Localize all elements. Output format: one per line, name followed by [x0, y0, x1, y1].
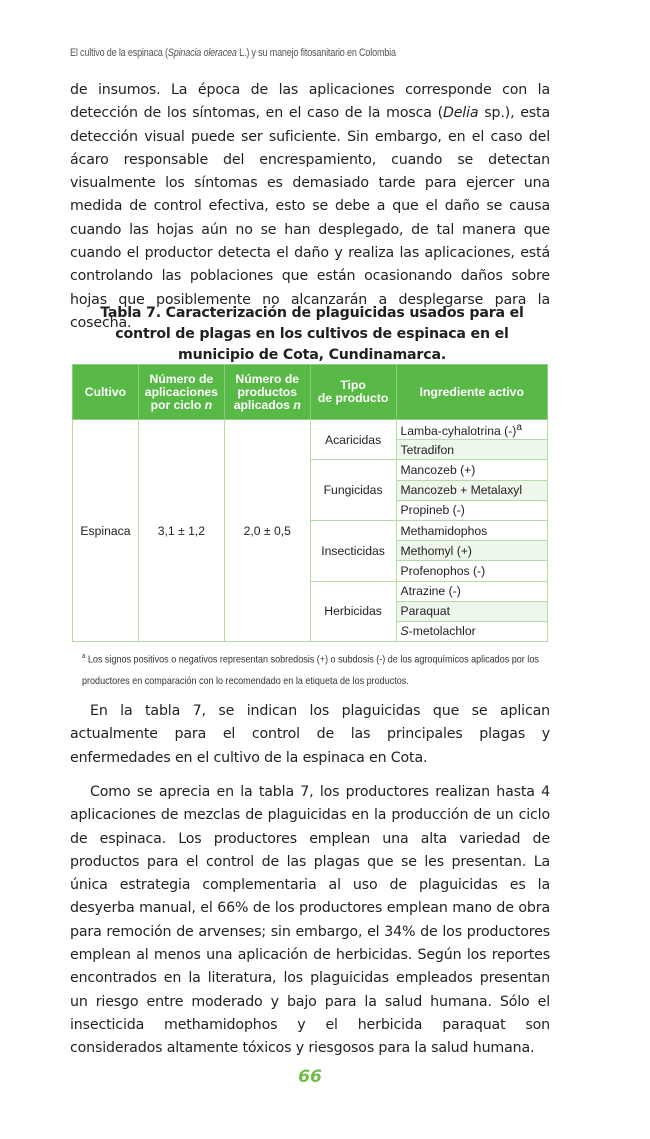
paragraph-1-text-a: de insumos. La época de las aplicaciones corresponde con la detección de los síntomas, en el caso de la mosca (	[70, 82, 550, 122]
cell-type-fungicidas: Fungicidas	[310, 460, 396, 521]
running-header	[70, 47, 396, 59]
ingredient-text: Lamba-cyhalotrina (-)	[400, 424, 517, 439]
footnote-text-1: Los signos positivos o negativos representan sobredosis (+) o subdosis (-) de los agroquímicos aplicados por los	[85, 653, 539, 666]
cell-ingredient: Propineb (-)	[396, 500, 548, 520]
table-caption: Tabla 7. Caracterización de plaguicidas usados para el control de plagas en los cultivos de espinaca en el municipio de Cota, Cundinamarca.	[100, 305, 524, 363]
cell-type-insecticidas: Insecticidas	[310, 520, 396, 581]
table-header-row	[73, 365, 548, 420]
header-aplicaciones-l1: Número de	[149, 371, 214, 386]
paragraph-1	[70, 79, 550, 335]
header-ingrediente: Ingrediente activo	[396, 365, 548, 420]
running-header-prefix: El cultivo de la espinaca (	[70, 47, 168, 59]
cell-ingredient: Atrazine (-)	[396, 581, 548, 601]
header-cultivo: Cultivo	[73, 365, 139, 420]
cell-ingredient: Paraquat	[396, 601, 548, 621]
cell-ingredient	[396, 420, 548, 440]
header-aplicaciones	[138, 365, 224, 420]
cell-ingredient: Methamidophos	[396, 520, 548, 540]
header-productos-n: n	[293, 397, 301, 412]
cell-ingredient	[396, 621, 548, 641]
running-header-species: Spinacia oleracea	[167, 47, 237, 59]
table-footnote-line-2: productores en comparación con lo recomendado en la etiqueta de los productos.	[82, 675, 409, 687]
page-number: 66	[298, 1067, 322, 1087]
cell-type-herbicidas: Herbicidas	[310, 581, 396, 642]
cell-crop: Espinaca	[73, 420, 139, 642]
paragraph-2	[70, 700, 550, 770]
cell-ingredient: Methomyl (+)	[396, 541, 548, 561]
cell-applications: 3,1 ± 1,2	[138, 420, 224, 642]
header-tipo-l1: Tipo	[340, 378, 366, 392]
s-prefix: S	[400, 624, 409, 639]
running-header-suffix: L.) y su manejo fitosanitario en Colombia	[236, 47, 396, 59]
header-aplicaciones-l2: aplicaciones	[144, 384, 218, 399]
pesticide-table	[72, 364, 548, 642]
header-productos-l1: Número de	[235, 371, 300, 386]
header-aplicaciones-l3: por ciclo	[150, 397, 202, 412]
cell-ingredient: Mancozeb (+)	[396, 460, 548, 480]
paragraph-1-italic: Delia	[442, 105, 479, 122]
paragraph-3-text: Como se aprecia en la tabla 7, los productores realizan hasta 4 aplicaciones de mezclas de plaguicidas en la producción de un ciclo de espinaca. Los productores emplean una alta variedad de productos para el control de las plagas que se les presentan. La única estrategia complementaria al uso de plaguicidas es la desyerba manual, el 66% de los productores emplean mano de obra para remoción de arvenses; sin embargo, el 34% de los productores emplean al menos una aplicación de herbicidas. Según los reportes encontrados en la literatura, los plaguicidas empleados presentan un riesgo entre moderado y bajo para la salud humana. Sólo el insecticida methamidophos y el herbicida paraquat son considerados altamente tóxicos y riesgosos para la salud humana.	[70, 784, 550, 1057]
header-productos-l3: aplicados	[233, 397, 290, 412]
header-tipo-l2: de producto	[317, 391, 389, 405]
cell-ingredient: Profenophos (-)	[396, 561, 548, 581]
cell-ingredient: Tetradifon	[396, 440, 548, 460]
paragraph-3	[70, 781, 550, 1061]
table-row	[73, 420, 548, 440]
header-productos-l2: productos	[237, 384, 298, 399]
cell-ingredient: Mancozeb + Metalaxyl	[396, 480, 548, 500]
superscript-a: a	[516, 422, 522, 434]
paragraph-2-text: En la tabla 7, se indican los plaguicidas que se aplican actualmente para el control de las principales plagas y enfermedades en el cultivo de la espinaca en Cota.	[70, 703, 550, 766]
header-tipo	[310, 365, 396, 420]
header-productos	[224, 365, 310, 420]
cell-type-acaricidas: Acaricidas	[310, 420, 396, 460]
header-aplicaciones-n: n	[204, 397, 213, 412]
paragraph-1-text-b: sp.), esta detección visual puede ser suficiente. Sin embargo, en el caso del ácaro responsable del encrespamiento, cuando se detectan visualmente los síntomas es demasiado tarde para ejercer una medida de control efectiva, esto se debe a que el daño se causa cuando las hojas aún no se han desplegado, de tal manera que cuando el productor detecta el daño y realiza las aplicaciones, está controlando las poblaciones que están ocasionando daños sobre hojas que posiblemente no alcanzarán a desplegarse para la cosecha.	[70, 105, 550, 331]
cell-products: 2,0 ± 0,5	[224, 420, 310, 642]
footnote-marker: a	[82, 653, 86, 660]
table-footnote-line-1	[82, 645, 539, 672]
ingredient-text: -metolachlor	[408, 624, 476, 639]
